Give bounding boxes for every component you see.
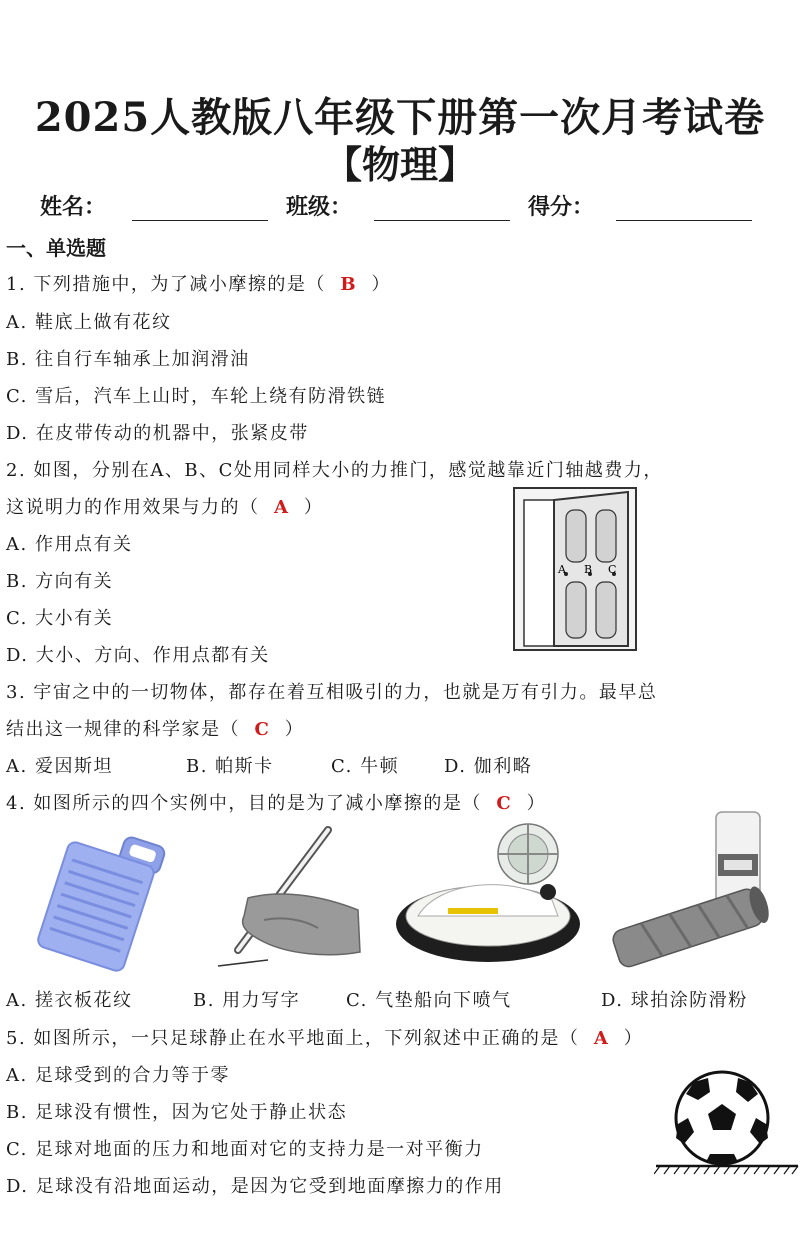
- q5-option-a: A. 足球受到的合力等于零: [6, 1065, 230, 1086]
- door-figure: [510, 484, 640, 654]
- answer-2: A: [273, 497, 290, 518]
- q2-option-a: A. 作用点有关: [6, 534, 133, 555]
- question-1-stem: 1. 下列措施中，为了减小摩擦的是（ B ）: [6, 274, 392, 295]
- q1-option-d: D. 在皮带传动的机器中，张紧皮带: [6, 423, 309, 444]
- exam-subject: 【物理】: [323, 142, 476, 187]
- q1-option-c: C. 雪后，汽车上山时，车轮上绕有防滑铁链: [6, 386, 387, 407]
- racket-grip-image: [604, 806, 774, 976]
- name-label: 姓名：: [40, 194, 107, 220]
- q3-option-c: C. 牛顿: [331, 756, 400, 777]
- door-panel: [566, 582, 586, 638]
- question-2-stem-line2: 这说明力的作用效果与力的（ A ）: [6, 497, 324, 518]
- question-5-stem: 5. 如图所示，一只足球静止在水平地面上，下列叙述中正确的是（ A ）: [6, 1028, 644, 1049]
- answer-4: C: [496, 793, 513, 814]
- class-label: 班级：: [286, 194, 353, 220]
- door-opening: [524, 500, 554, 646]
- q1-option-b: B. 往自行车轴承上加润滑油: [6, 349, 250, 370]
- door-panel: [596, 510, 616, 562]
- q2-option-d: D. 大小、方向、作用点都有关: [6, 645, 270, 666]
- question-3-stem-line2: 结出这一规律的科学家是（ C ）: [6, 719, 305, 740]
- section-title: 一、单选题: [6, 236, 106, 260]
- q5-option-b: B. 足球没有惯性，因为它处于静止状态: [6, 1102, 348, 1123]
- hovercraft-image: [388, 812, 588, 972]
- name-blank: [132, 194, 268, 221]
- score-label: 得分：: [528, 194, 595, 220]
- door-panel: [566, 510, 586, 562]
- q5-option-c: C. 足球对地面的压力和地面对它的支持力是一对平衡力: [6, 1139, 484, 1160]
- student-info-row: [40, 190, 780, 226]
- q1-option-a: A. 鞋底上做有花纹: [6, 312, 172, 333]
- q3-options: [6, 752, 532, 778]
- q4-option-a: A. 搓衣板花纹: [6, 990, 133, 1011]
- q4-options: [6, 986, 748, 1012]
- q2-option-b: B. 方向有关: [6, 571, 114, 592]
- score-blank: [616, 194, 752, 221]
- hand-writing-image: [208, 820, 368, 970]
- q3-option-b: B. 帕斯卡: [186, 756, 274, 777]
- q4-option-b: B. 用力写字: [193, 990, 301, 1011]
- answer-5: A: [593, 1028, 610, 1049]
- door-panel: [596, 582, 616, 638]
- class-blank: [374, 194, 510, 221]
- label-a: A: [558, 563, 566, 576]
- question-3-stem-line1: 3. 宇宙之中的一切物体，都存在着互相吸引的力，也就是万有引力。最早总: [6, 682, 658, 703]
- label-b: B: [584, 563, 593, 576]
- q3-option-d: D. 伽利略: [444, 756, 533, 777]
- exam-title: 2025人教版八年级下册第一次月考试卷: [34, 94, 766, 141]
- question-4-stem: 4. 如图所示的四个实例中，目的是为了减小摩擦的是（ C ）: [6, 793, 547, 814]
- answer-3: C: [254, 719, 271, 740]
- washboard-image: [24, 822, 174, 972]
- question-2-stem-line1: 2. 如图，分别在A、B、C处用同样大小的力推门，感觉越靠近门轴越费力，: [6, 460, 663, 481]
- soccer-ball-figure: [654, 1070, 800, 1180]
- answer-1: B: [340, 274, 358, 295]
- q2-option-c: C. 大小有关: [6, 608, 114, 629]
- q4-option-c: C. 气垫船向下喷气: [346, 990, 512, 1011]
- label-c: C: [608, 563, 617, 576]
- q5-option-d: D. 足球没有沿地面运动，是因为它受到地面摩擦力的作用: [6, 1176, 504, 1197]
- q4-option-d: D. 球拍涂防滑粉: [601, 990, 748, 1011]
- q3-option-a: A. 爱因斯坦: [6, 756, 113, 777]
